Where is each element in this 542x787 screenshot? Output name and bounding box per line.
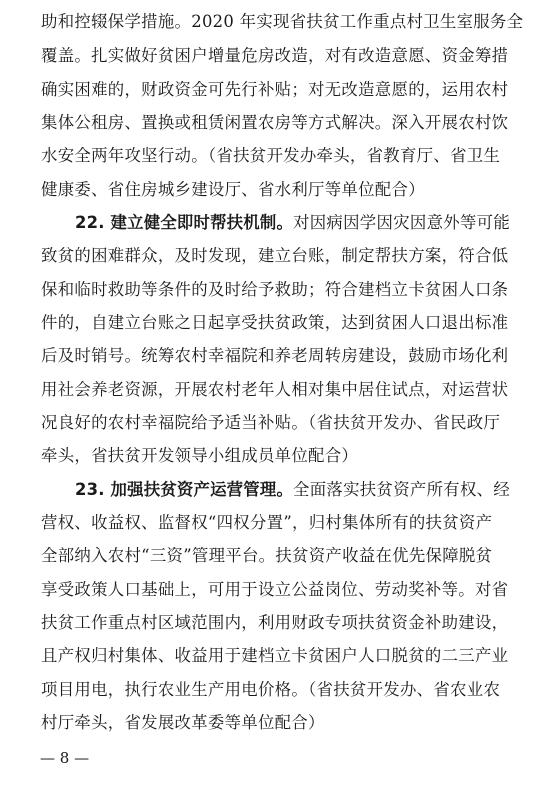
text-line: 营权、收益权、监督权“四权分置”，归村集体所有的扶贫资产 [41,513,493,532]
item-23-first-line [75,480,510,500]
page-number: — 8 — [40,749,90,767]
text-line: 村厅牵头，省发展改革委等单位配合） [41,713,325,732]
item-22-first-line [75,213,510,233]
text-line: 后及时销号。统筹农村幸福院和养老周转房建设，鼓励市场化利 [41,346,509,365]
text-line: 项目用电，执行农业生产用电价格。（省扶贫开发办、省农业农 [41,680,501,699]
text-line: 用社会养老资源，开展农村老年人相对集中居住试点，对运营状 [41,380,509,399]
item-23-heading: 23. 加强扶贫资产运营管理。 [75,480,294,499]
text-line: 件的，自建立台账之日起享受扶贫政策，达到贫困人口退出标准 [41,313,509,332]
text-line: 覆盖。扎实做好贫困户增量危房改造，对有改造意愿、资金筹措 [41,46,509,65]
text-line: 全部纳入农村“三资”管理平台。扶贫资产收益在优先保障脱贫 [41,546,493,565]
text-line: 且产权归村集体、收益用于建档立卡贫困户人口脱贫的二三产业 [41,646,509,665]
text-line: 确实困难的，财政资金可先行补贴；对无改造意愿的，运用农村 [41,80,509,99]
text-line: 牵头，省扶贫开发领导小组成员单位配合） [41,446,359,465]
item-22-first-line-text: 对因病因学因灾因意外等可能 [293,213,511,232]
text-line: 扶贫工作重点村区域范围内，利用财政专项扶贫资金补助建设， [41,613,509,632]
text-line: 水安全两年攻坚行动。（省扶贫开发办牵头，省教育厅、省卫生 [41,146,501,165]
item-23-first-line-text: 全面落实扶贫资产所有权、经 [293,480,511,499]
text-line: 助和控辍保学措施。2020 年实现省扶贫工作重点村卫生室服务全 [41,12,524,31]
text-line: 致贫的困难群众，及时发现，建立台账，制定帮扶方案，符合低 [41,246,509,265]
text-line: 集体公租房、置换或租赁闲置农房等方式解决。深入开展农村饮 [41,113,509,132]
text-line: 保和临时救助等条件的及时给予救助；符合建档立卡贫困人口条 [41,280,509,299]
text-line: 健康委、省住房城乡建设厅、省水利厅等单位配合） [41,180,425,199]
text-line: 况良好的农村幸福院给予适当补贴。（省扶贫开发办、省民政厅 [41,413,501,432]
item-22-heading: 22. 建立健全即时帮扶机制。 [75,213,294,232]
text-line: 享受政策人口基础上，可用于设立公益岗位、劳动奖补等。对省 [41,580,509,599]
